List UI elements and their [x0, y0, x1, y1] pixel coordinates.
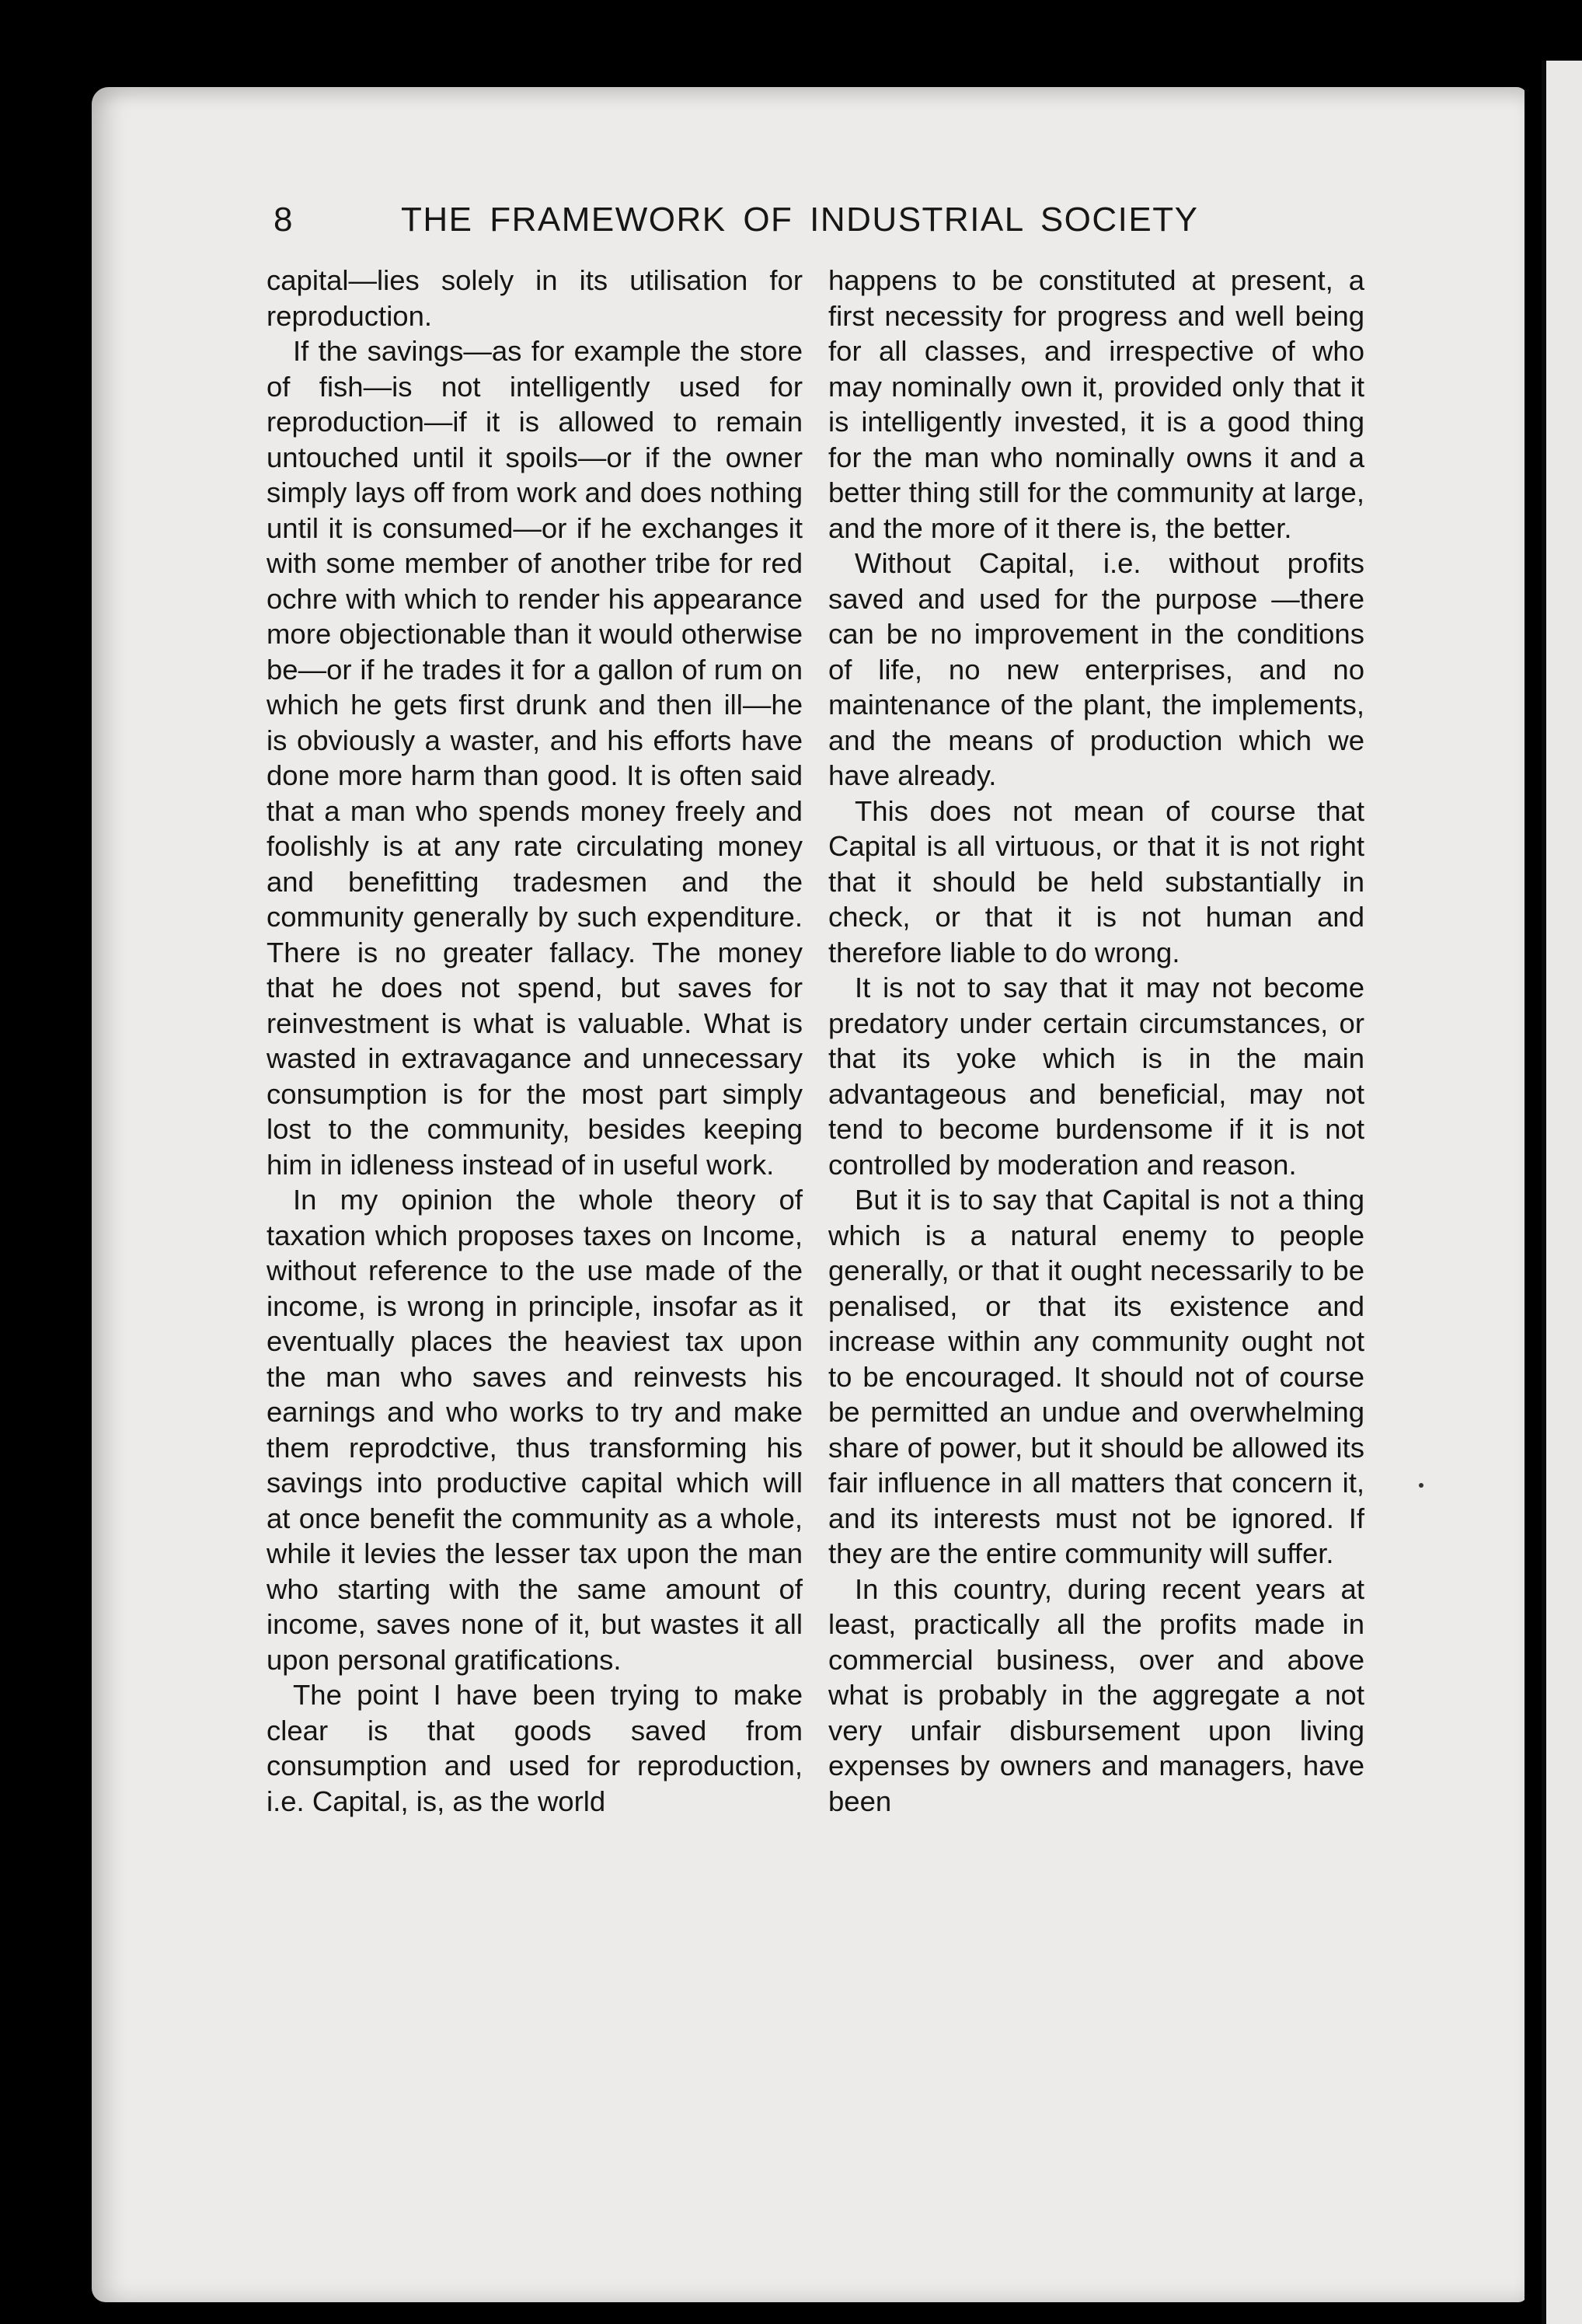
right-text-column: [828, 263, 1364, 1819]
paper-speck: [1419, 1483, 1423, 1488]
running-title: THE FRAMEWORK OF INDUSTRIAL SOCIETY: [401, 201, 1199, 239]
paragraph: If the savings—as for example the store of fish—is not intelligently used for reproduction—if it is allowed to remain untouched until it spoils—or if the owner simply lays off from work and does nothing until it is consumed—or if he exchanges it with some member of another tribe for red ochre with which to render his appearance more objectionable than it would otherwise be—or if he trades it for a gallon of rum on which he gets first drunk and then ill—he is obviously a waster, and his efforts have done more harm than good. It is often said that a man who spends money freely and foolishly is at any rate circulating money and benefitting tradesmen and the community generally by such expenditure. There is no greater fallacy. The money that he does not spend, but saves for reinvestment is what is valuable. What is wasted in extravagance and unnecessary consumption is for the most part simply lost to the community, besides keeping him in idleness instead of in useful work.: [267, 335, 803, 1181]
paragraph: But it is to say that Capital is not a thing which is a natural enemy to people generally, or that it ought necessarily to be penalised, or that its existence and increase within any community ought not to be encouraged. It should not of course be permitted an undue and overwhelming share of power, but it should be allowed its fair influence in all matters that concern it, and its interests must not be ignored. If they are the entire community will suffer.: [828, 1184, 1364, 1569]
paragraph: capital—lies solely in its utilisation for reproduction.: [267, 264, 803, 332]
paragraph: Without Capital, i.e. without profits saved and used for the purpose —there can be no improvement in the conditions of life, no new enterprises, and no maintenance of the plant, the implements, and the means of production which we have already.: [828, 547, 1364, 791]
paragraph: In my opinion the whole theory of taxation which proposes taxes on Income, without reference to the use made of the income, is wrong in principle, insofar as it eventually places the heaviest tax upon the man who saves and reinvests his earnings and who works to try and make them reprodctive, thus transforming his savings into productive capital which will at once benefit the community as a whole, while it levies the lesser tax upon the man who starting with the same amount of income, saves none of it, but wastes it all upon personal gratifications.: [267, 1184, 803, 1676]
paragraph: In this country, during recent years at least, practically all the profits made in commercial business, over and above what is probably in the aggregate a not very unfair disbursement upon living expenses by owners and managers, have been: [828, 1572, 1364, 1817]
facing-page-edge: [1542, 61, 1582, 2324]
paragraph: It is not to say that it may not become predatory under certain circumstances, or that its yoke which is in the main advantageous and beneficial, may not tend to become burdensome if it is not controlled by moderation and reason.: [828, 972, 1364, 1181]
paragraph: happens to be constituted at present, a first necessity for progress and well being for all classes, and irrespective of who may nominally own it, provided only that it is intelligently invested, it is a good thing for the man who nominally owns it and a better thing still for the community at large, and the more of it there is, the better.: [828, 264, 1364, 544]
paragraph: This does not mean of course that Capital is all virtuous, or that it is not right that it should be held substantially in check, or that it is not human and therefore liable to do wrong.: [828, 794, 1364, 968]
paragraph: The point I have been trying to make clear is that goods saved from consumption and used for reproduction, i.e. Capital, is, as the world: [267, 1679, 803, 1817]
left-text-column: [267, 263, 803, 1819]
page-header: [274, 201, 1354, 249]
page-number: 8: [274, 201, 294, 239]
